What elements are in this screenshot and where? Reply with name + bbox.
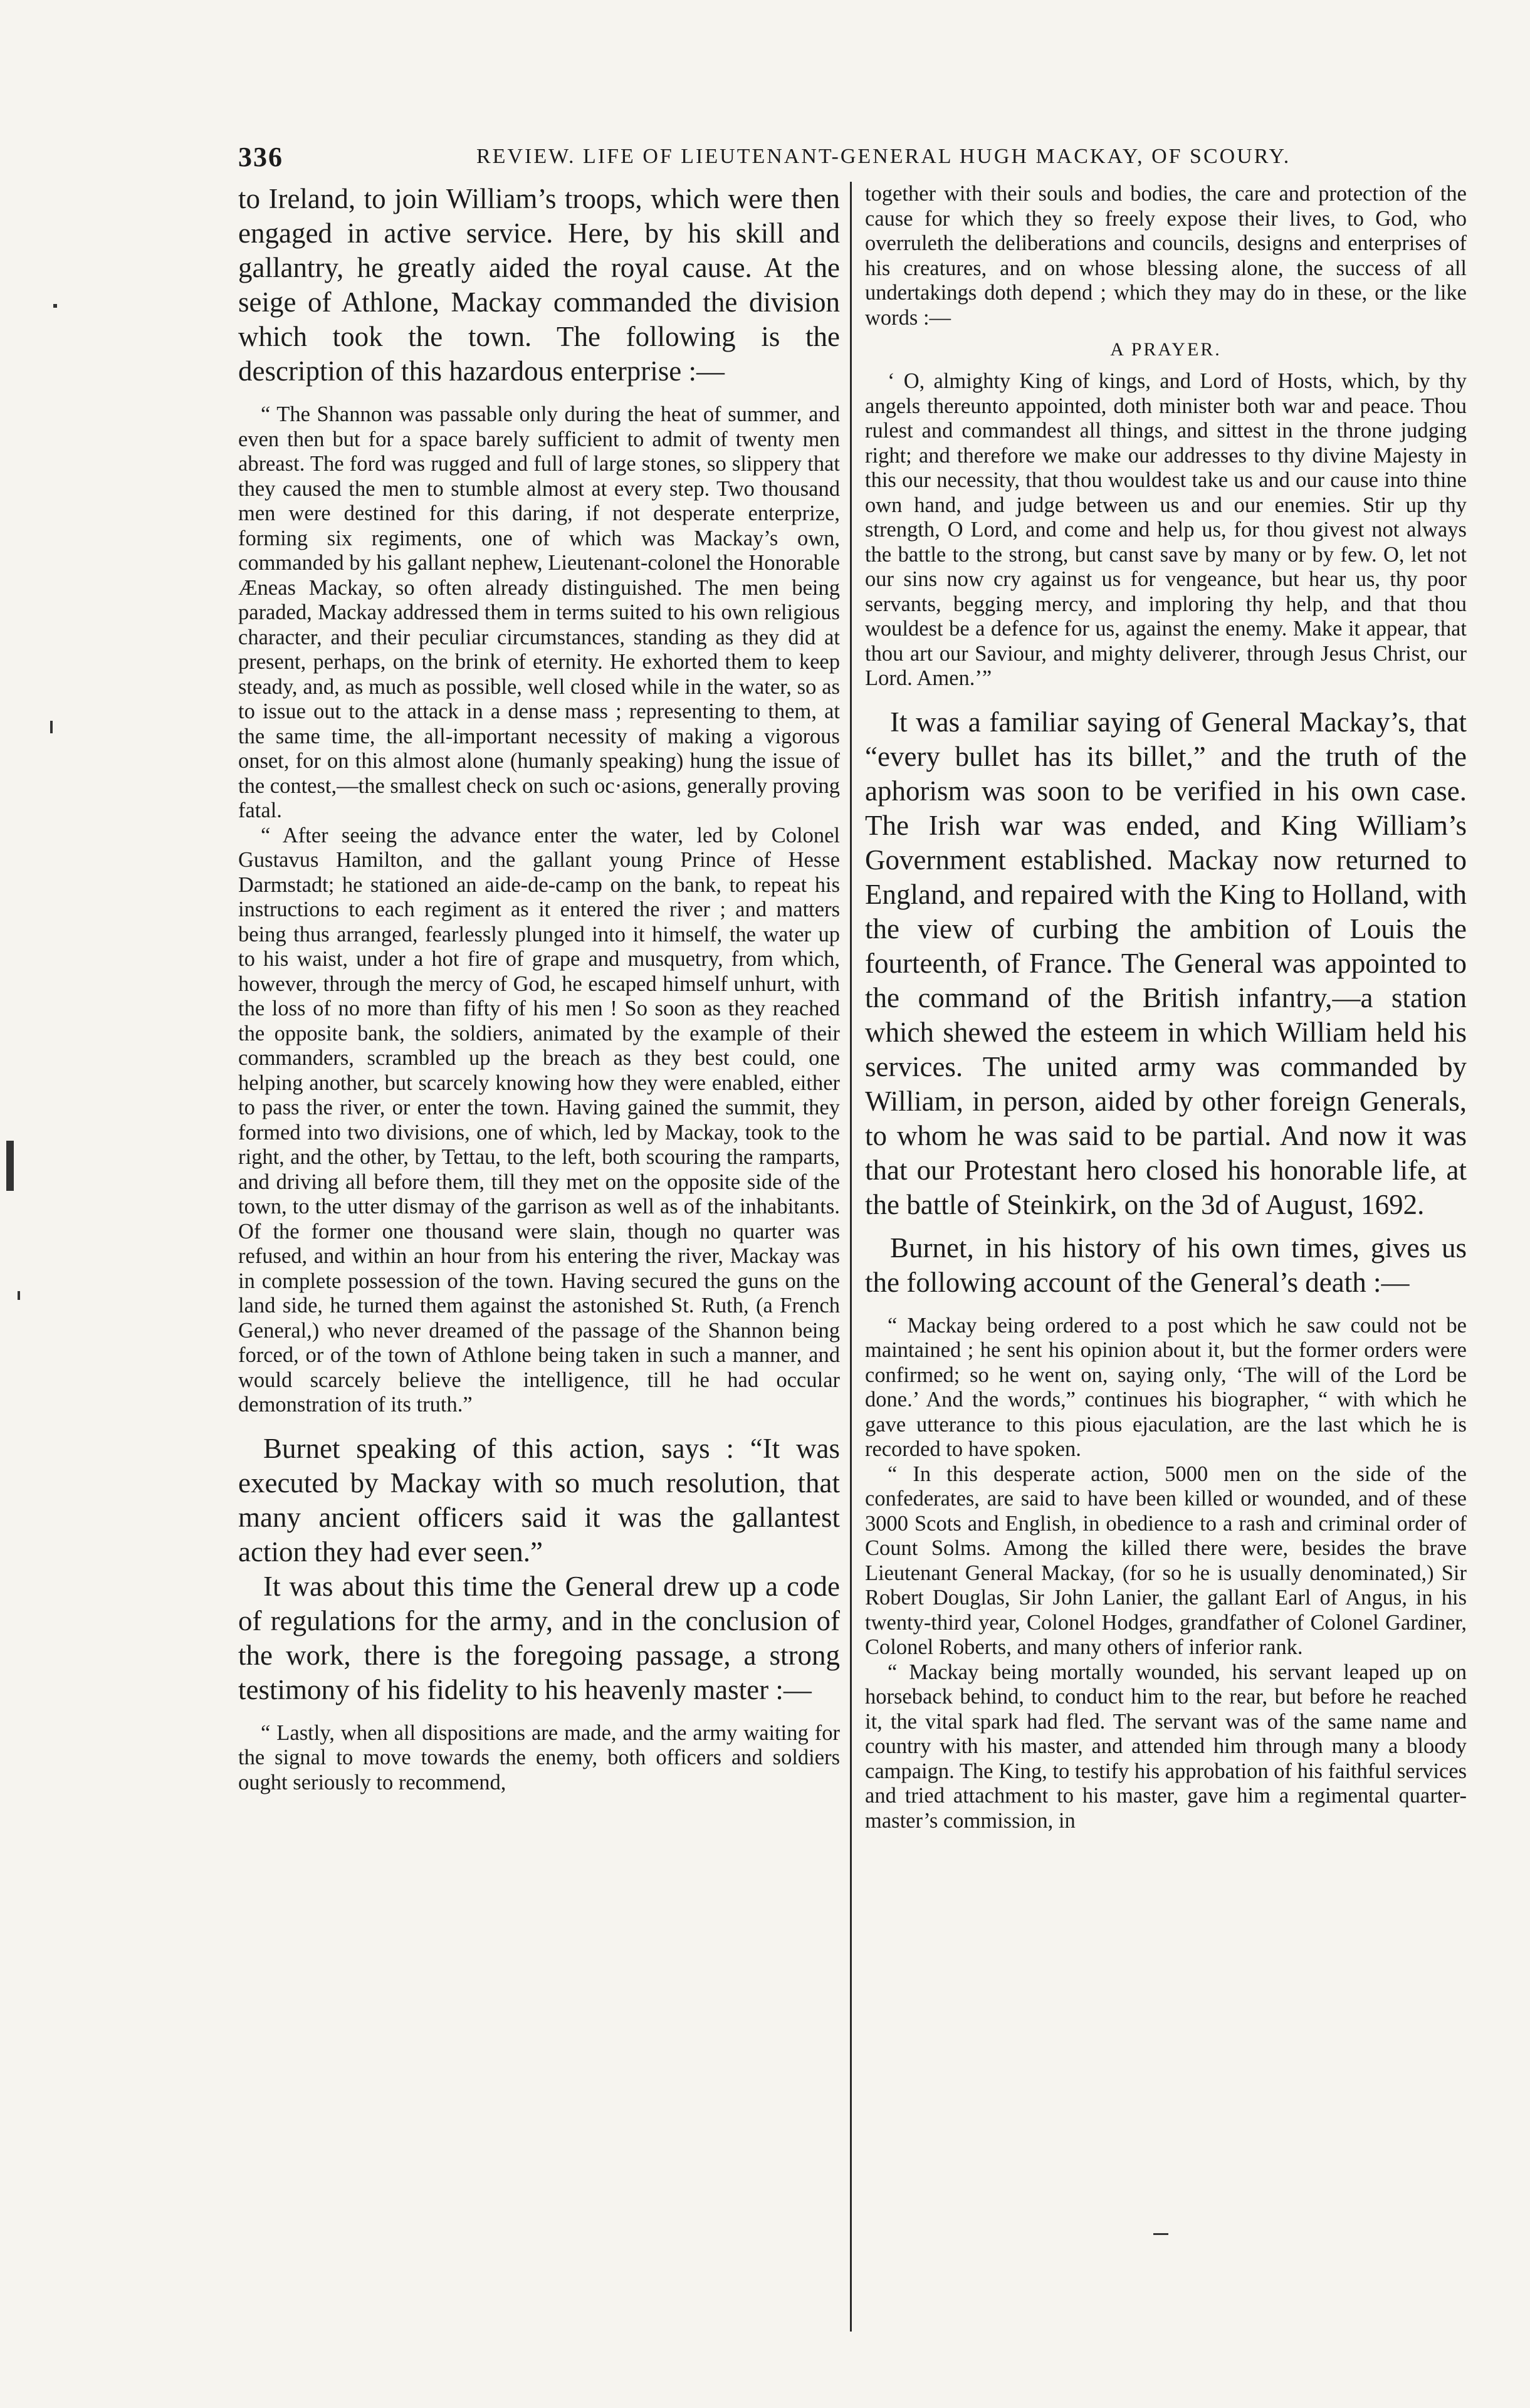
- block-quote: “ Lastly, when all dispositions are made, and the army waiting for the signal to move towards the enemy, both officers and soldiers ought seriously to recommend,: [238, 1720, 840, 1794]
- prayer-text: ‘ O, almighty King of kings, and Lord of Hosts, which, by thy angels thereunto appointed, doth minister both war and peace. Thou rulest and commandest all things, and sittest in the throne judging right; and therefore we make our addresses to thy divine Majesty in this our necessity, that thou wouldest take us and our cause into thine own hand, and judge between us and our enemies. Stir up thy strength, O Lord, and come and help us, for thou givest not always the battle to the strong, but canst save by many or by few. O, let not our sins now cry against us for vengeance, but hear us, thy poor servants, begging mercy, and imploring thy help, and that thou wouldest be a defence for us, against the enemy. Make it appear, that thou art our Saviour, and mighty deliverer, through Jesus Christ, our Lord. Amen.’”: [865, 369, 1467, 690]
- body-paragraph: Burnet, in his history of his own times, gives us the following account of the General’s death :—: [865, 1232, 1467, 1298]
- margin-mark: [50, 721, 53, 733]
- body-paragraph: Burnet speaking of this action, says : “It was executed by Mackay with so much resolution, that many ancient officers said it was the gallantest action they had ever seen.”: [238, 1432, 840, 1568]
- margin-mark: [6, 1141, 14, 1191]
- margin-mark: [1153, 2233, 1168, 2235]
- body-paragraph: It was about this time the General drew up a code of regulations for the army, and in the conclusion of the work, there is the foregoing passage, a strong testimony of his fidelity to his heavenly master :—: [238, 1570, 840, 1705]
- margin-mark: [53, 304, 57, 308]
- left-column: [238, 182, 840, 2344]
- body-paragraph: to Ireland, to join William’s troops, which were then engaged in active service. Here, by his skill and gallantry, he greatly aided the royal cause. At the seige of Athlone, Mackay commanded the division which took the town. The following is the description of this hazardous enterprise :—: [238, 183, 840, 387]
- prayer-heading: A PRAYER.: [1110, 339, 1222, 360]
- column-divider: [850, 182, 852, 2332]
- block-quote: “ Mackay being mortally wounded, his servant leaped up on horseback behind, to conduct him to the rear, but before he reached it, the vital spark had fled. The servant was of the same name and country with his master, and attended him through many a bloody campaign. The King, to testify his approbation of his faithful services and tried attachment to his master, gave him a regimental quarter-master’s commission, in: [865, 1660, 1467, 1833]
- block-quote: together with their souls and bodies, the care and protection of the cause for which they so freely expose their lives, to God, who overruleth the deliberations and councils, designs and enterprises of his creatures, and on whose blessing alone, the success of all undertakings doth depend ; which they may do in these, or the like words :—: [865, 182, 1467, 330]
- page-number: 336: [238, 142, 283, 172]
- running-header: [238, 141, 1467, 179]
- block-quote: “ In this desperate action, 5000 men on the side of the confederates, are said to have been killed or wounded, and of these 3000 Scots and English, in obedience to a rash and criminal order of Count Solms. Among the killed there were, besides the brave Lieutenant General Mackay, (for so he is usually denominated,) Sir Robert Douglas, Sir John Lanier, the gallant Earl of Angus, in his twenty-third year, Colonel Hodges, grandfather of Colonel Gardiner, Colonel Roberts, and many others of inferior rank.: [865, 1462, 1467, 1659]
- block-quote: “ After seeing the advance enter the water, led by Colonel Gustavus Hamilton, and the gallant young Prince of Hesse Darmstadt; he stationed an aide-de-camp on the bank, to repeat his instructions to each regiment as it entered the river ; and matters being thus arranged, fearlessly plunged into it himself, the water up to his waist, under a hot fire of grape and musquetry, from which, however, through the mercy of God, he escaped himself unhurt, with the loss of no more than fifty of his men ! So soon as they reached the opposite bank, the soldiers, animated by the example of their commanders, scrambled up the breach as they best could, one helping another, but scarcely knowing how they were enabled, either to pass the river, or enter the town. Having gained the summit, they formed into two divisions, one of which, led by Mackay, took to the right, and the other, by Tettau, to the left, both scouring the ramparts, and driving all before them, till they met on the opposite side of the town, to the utter dismay of the garrison as well as of the inhabitants. Of the former one thousand were slain, though no quarter was refused, and within an hour from his entering the river, Mackay was in complete possession of the town. Having secured the guns on the land side, he turned them against the astonished St. Ruth, (a French General,) who never dreamed of the passage of the Shannon being forced, or of the town of Athlone being taken in such a manner, and would scarcely believe the intelligence, till he had occular demonstration of its truth.”: [238, 823, 840, 1416]
- block-quote: “ Mackay being ordered to a post which he saw could not be maintained ; he sent his opinion about it, but the former orders were confirmed; so he went on, saying only, ‘The will of the Lord be done.’ And the words,” continues his biographer, “ with which he gave utterance to this pious ejaculation, are the last which he is recorded to have spoken.: [865, 1313, 1467, 1461]
- block-quote: “ The Shannon was passable only during the heat of summer, and even then but for a space barely sufficient to admit of twenty men abreast. The ford was rugged and full of large stones, so slippery that they caused the men to stumble almost at every step. Two thousand men were destined for this daring, if not desperate enterprize, forming six regiments, one of which was Mackay’s own, commanded by his gallant nephew, Lieutenant-colonel the Honorable Æneas Mackay, so often already distinguished. The men being paraded, Mackay addressed them in terms suited to his own religious character, and their peculiar circumstances, standing as they did at present, perhaps, on the brink of eternity. He exhorted them to keep steady, and, as much as possible, well closed while in the water, so as to issue out to the attack in a dense mass ; representing to them, at the same time, the all-important necessity of making a vigorous onset, for on this almost alone (humanly speaking) hung the issue of the contest,—the smallest check on such oc·asions, generally proving fatal.: [238, 402, 840, 822]
- right-column: [865, 182, 1467, 2344]
- margin-mark: [18, 1291, 20, 1300]
- body-paragraph: It was a familiar saying of General Mackay’s, that “every bullet has its billet,” and the truth of the aphorism was soon to be verified in his own case. The Irish war was ended, and King William’s Government established. Mackay now returned to England, and repaired with the King to Holland, with the view of curbing the ambition of Louis the fourteenth, of France. The General was appointed to the command of the British infantry,—a station which shewed the esteem in which William held his services. The united army was commanded by William, in person, aided by other foreign Generals, to whom he was said to be partial. And now it was that our Protestant hero closed his honorable life, at the battle of Steinkirk, on the 3d of August, 1692.: [865, 706, 1467, 1220]
- running-title: REVIEW. LIFE OF LIEUTENANT-GENERAL HUGH MACKAY, OF SCOURY.: [476, 145, 1291, 168]
